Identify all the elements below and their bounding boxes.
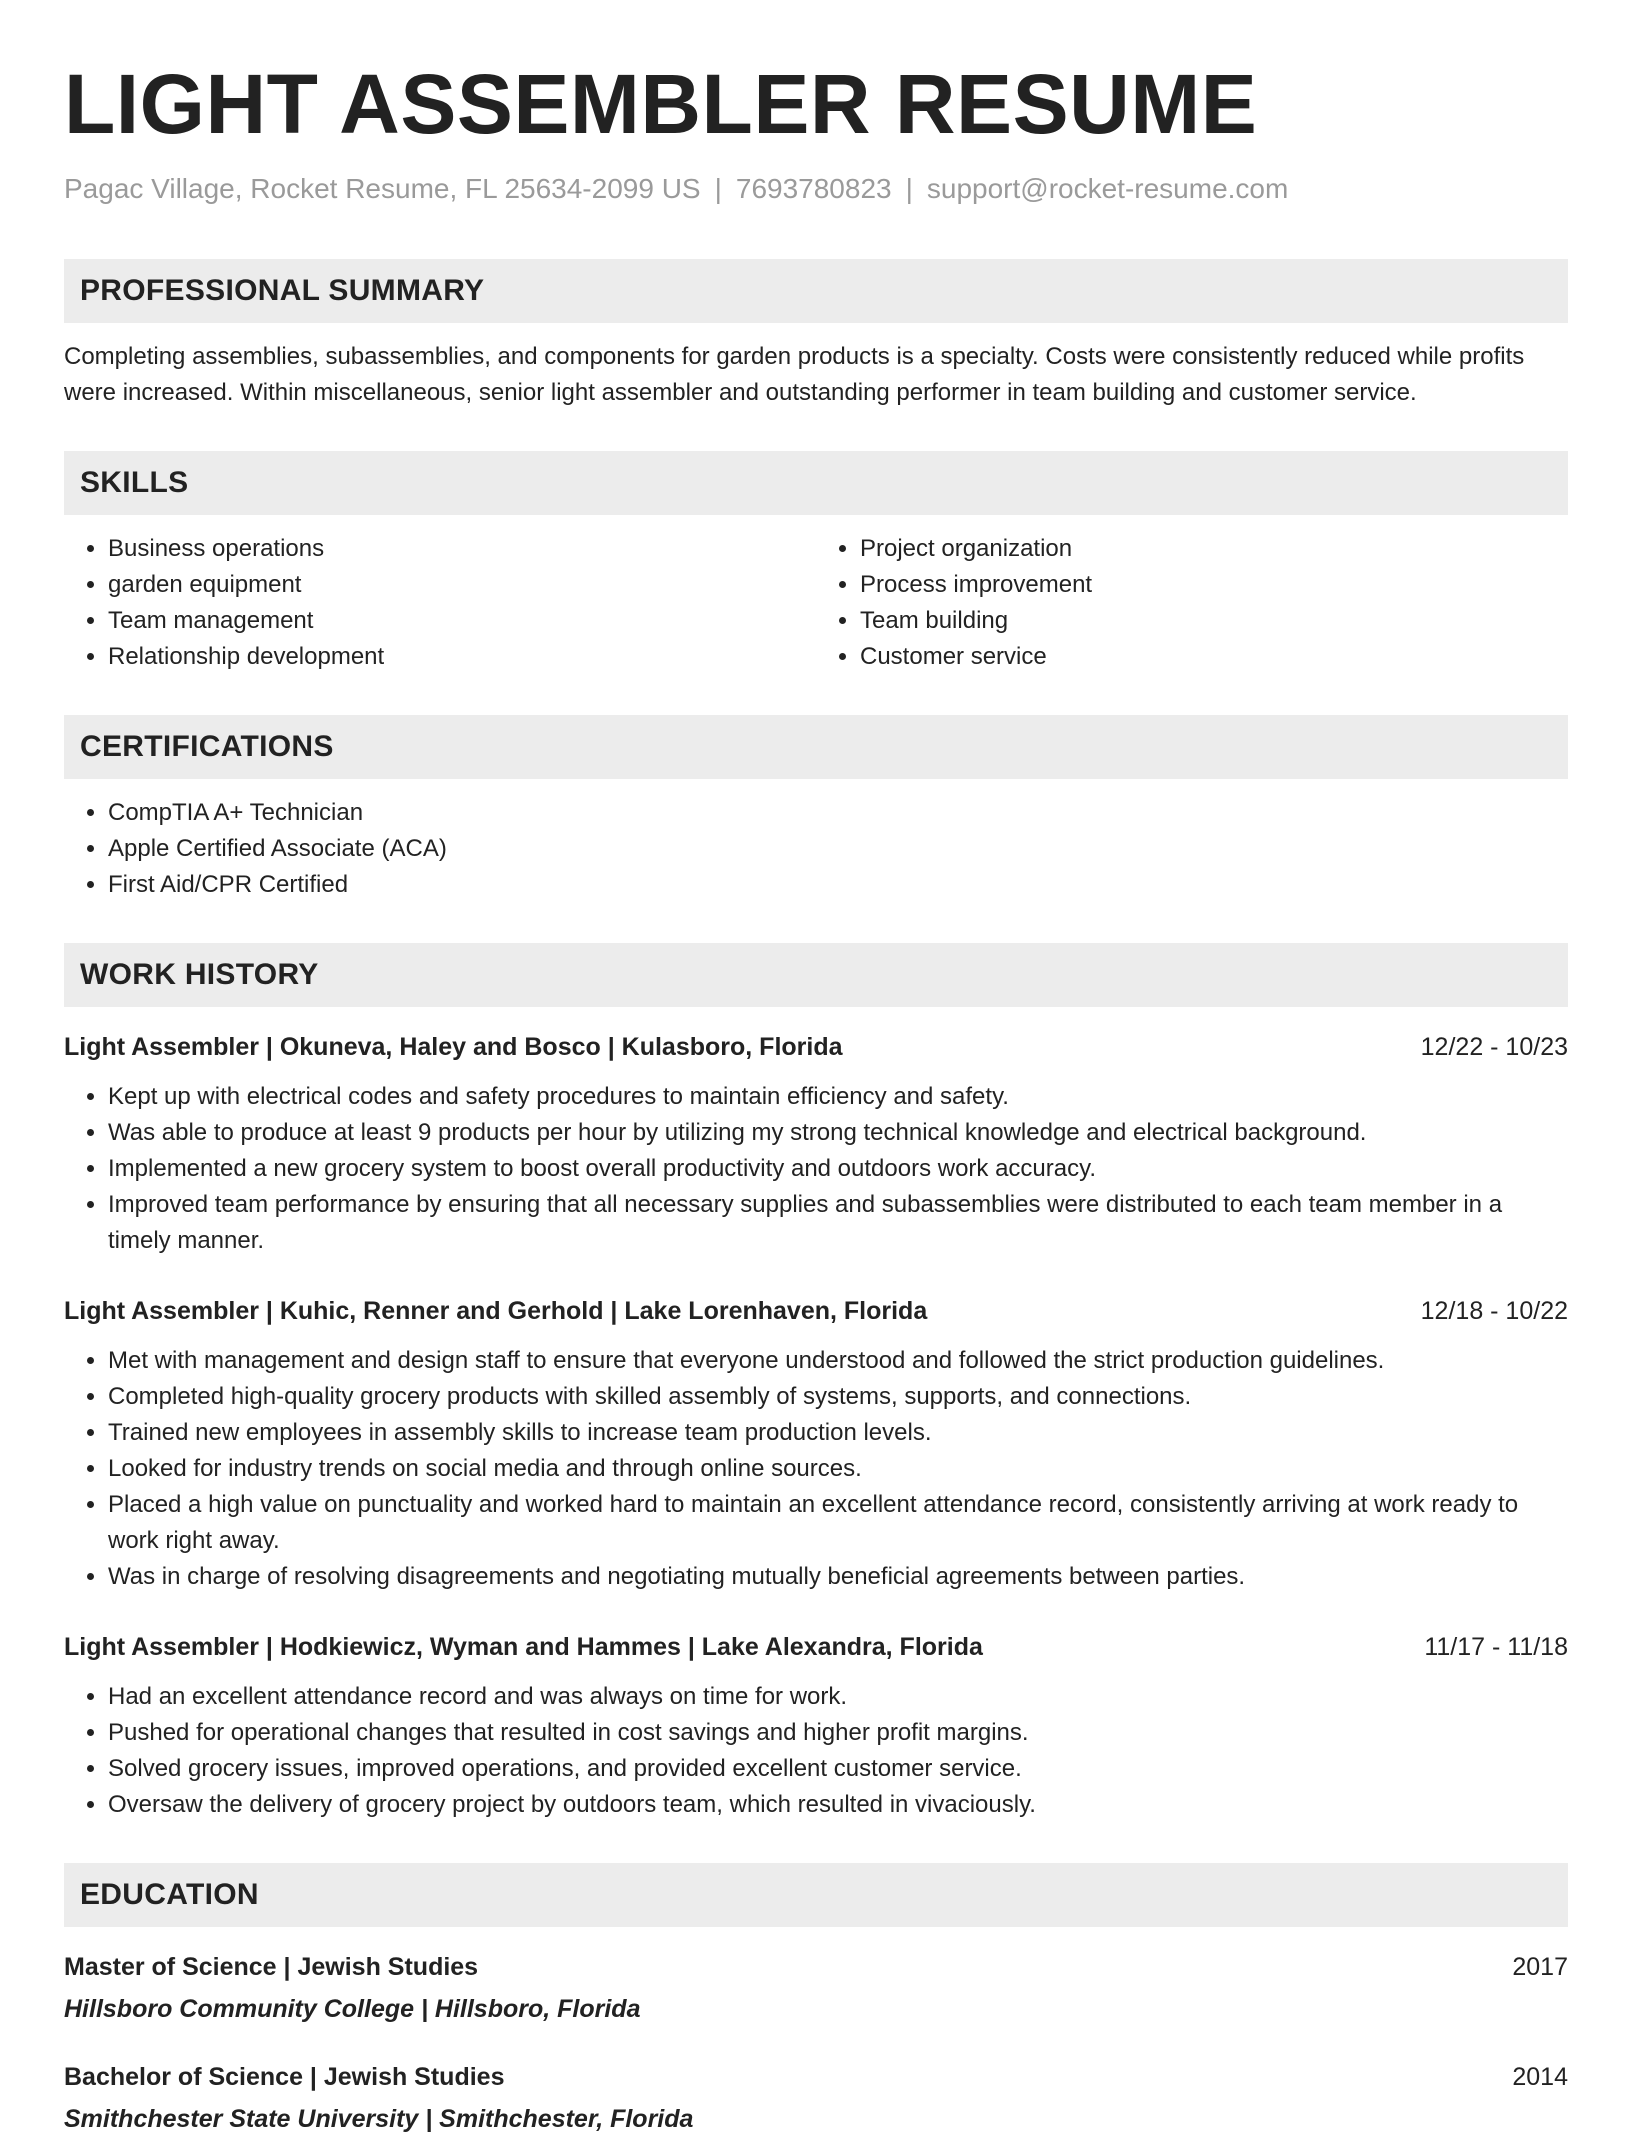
education-year: 2014 <box>1512 2062 1568 2091</box>
job-bullet: • Was in charge of resolving disagreements and negotiating mutually beneficial agreements between parties. <box>108 1559 1568 1595</box>
job-dates: 12/18 - 10/22 <box>1420 1296 1568 1325</box>
education-year: 2017 <box>1512 1952 1568 1981</box>
job-entry <box>64 1029 1568 1259</box>
job-bullets <box>64 1679 1568 1823</box>
job-bullet: • Was able to produce at least 9 products per hour by utilizing my strong technical knowledge and electrical background. <box>108 1115 1568 1151</box>
education-entry <box>64 2059 1568 2137</box>
education-school: Smithchester State University | Smithchester, Florida <box>64 2104 694 2133</box>
skill-item: • garden equipment <box>108 567 816 603</box>
skills-list <box>64 531 1568 675</box>
contact-phone: 7693780823 <box>735 172 892 204</box>
job-bullet: • Implemented a new grocery system to boost overall productivity and outdoors work accuracy. <box>108 1151 1568 1187</box>
job-bullet: • Solved grocery issues, improved operations, and provided excellent customer service. <box>108 1751 1568 1787</box>
job-bullet: • Placed a high value on punctuality and worked hard to maintain an excellent attendance record, consistently arriving at work ready to work right away. <box>108 1487 1568 1559</box>
job-header <box>64 1029 1568 1065</box>
job-header <box>64 1293 1568 1329</box>
skill-item: • Process improvement <box>860 567 1568 603</box>
job-header <box>64 1629 1568 1665</box>
contact-address: Pagac Village, Rocket Resume, FL 25634-2099 US <box>64 172 701 204</box>
job-bullet: • Pushed for operational changes that resulted in cost savings and higher profit margins. <box>108 1715 1568 1751</box>
contact-line <box>64 171 1568 207</box>
job-bullet: • Kept up with electrical codes and safety procedures to maintain efficiency and safety. <box>108 1079 1568 1115</box>
job-title: Light Assembler | Hodkiewicz, Wyman and Hammes | Lake Alexandra, Florida <box>64 1632 983 1661</box>
contact-email: support@rocket-resume.com <box>926 172 1289 204</box>
education-header <box>64 2059 1568 2095</box>
skills-column-left <box>64 531 816 675</box>
job-bullet: • Oversaw the delivery of grocery project by outdoors team, which resulted in vivaciously. <box>108 1787 1568 1823</box>
education-school: Hillsboro Community College | Hillsboro, Florida <box>64 1994 641 2023</box>
job-title: Light Assembler | Kuhic, Renner and Gerhold | Lake Lorenhaven, Florida <box>64 1296 928 1325</box>
job-bullet: • Completed high-quality grocery products with skilled assembly of systems, supports, and connections. <box>108 1379 1568 1415</box>
education-entry <box>64 1949 1568 2027</box>
job-bullet: • Met with management and design staff to ensure that everyone understood and followed the strict production guidelines. <box>108 1343 1568 1379</box>
section-heading-skills: SKILLS <box>64 451 1568 515</box>
job-bullet: • Improved team performance by ensuring that all necessary supplies and subassemblies were distributed to each team member in a timely manner. <box>108 1187 1568 1259</box>
contact-separator: | <box>714 172 722 204</box>
summary-text: Completing assemblies, subassemblies, and components for garden products is a specialty. Costs were consistently reduced while profits were increased. Within miscellaneous, senior light assembler and outstanding performer in team building and customer service. <box>64 342 1525 406</box>
job-bullet: • Looked for industry trends on social media and through online sources. <box>108 1451 1568 1487</box>
job-dates: 11/17 - 11/18 <box>1424 1632 1568 1661</box>
job-bullets <box>64 1079 1568 1259</box>
job-title: Light Assembler | Okuneva, Haley and Bosco | Kulasboro, Florida <box>64 1032 843 1061</box>
education-degree: Bachelor of Science | Jewish Studies <box>64 2062 505 2091</box>
skill-item: • Team management <box>108 603 816 639</box>
job-entry <box>64 1293 1568 1595</box>
skills-column-right <box>816 531 1568 675</box>
education-degree: Master of Science | Jewish Studies <box>64 1952 479 1981</box>
certification-item: • Apple Certified Associate (ACA) <box>108 831 1568 867</box>
education-header <box>64 1949 1568 1985</box>
skill-item: • Business operations <box>108 531 816 567</box>
job-entry <box>64 1629 1568 1823</box>
job-bullets <box>64 1343 1568 1595</box>
certifications-list <box>64 795 1568 903</box>
section-heading-work-history: WORK HISTORY <box>64 943 1568 1007</box>
resume-title: LIGHT ASSEMBLER RESUME <box>64 57 1258 151</box>
skill-item: • Project organization <box>860 531 1568 567</box>
section-heading-education: EDUCATION <box>64 1863 1568 1927</box>
section-heading-summary: PROFESSIONAL SUMMARY <box>64 259 1568 323</box>
skill-item: • Relationship development <box>108 639 816 675</box>
job-bullet: • Had an excellent attendance record and was always on time for work. <box>108 1679 1568 1715</box>
section-heading-certifications: CERTIFICATIONS <box>64 715 1568 779</box>
job-dates: 12/22 - 10/23 <box>1420 1032 1568 1061</box>
certification-item: • CompTIA A+ Technician <box>108 795 1568 831</box>
skill-item: • Customer service <box>860 639 1568 675</box>
certification-item: • First Aid/CPR Certified <box>108 867 1568 903</box>
skill-item: • Team building <box>860 603 1568 639</box>
job-bullet: • Trained new employees in assembly skills to increase team production levels. <box>108 1415 1568 1451</box>
contact-separator: | <box>905 172 913 204</box>
